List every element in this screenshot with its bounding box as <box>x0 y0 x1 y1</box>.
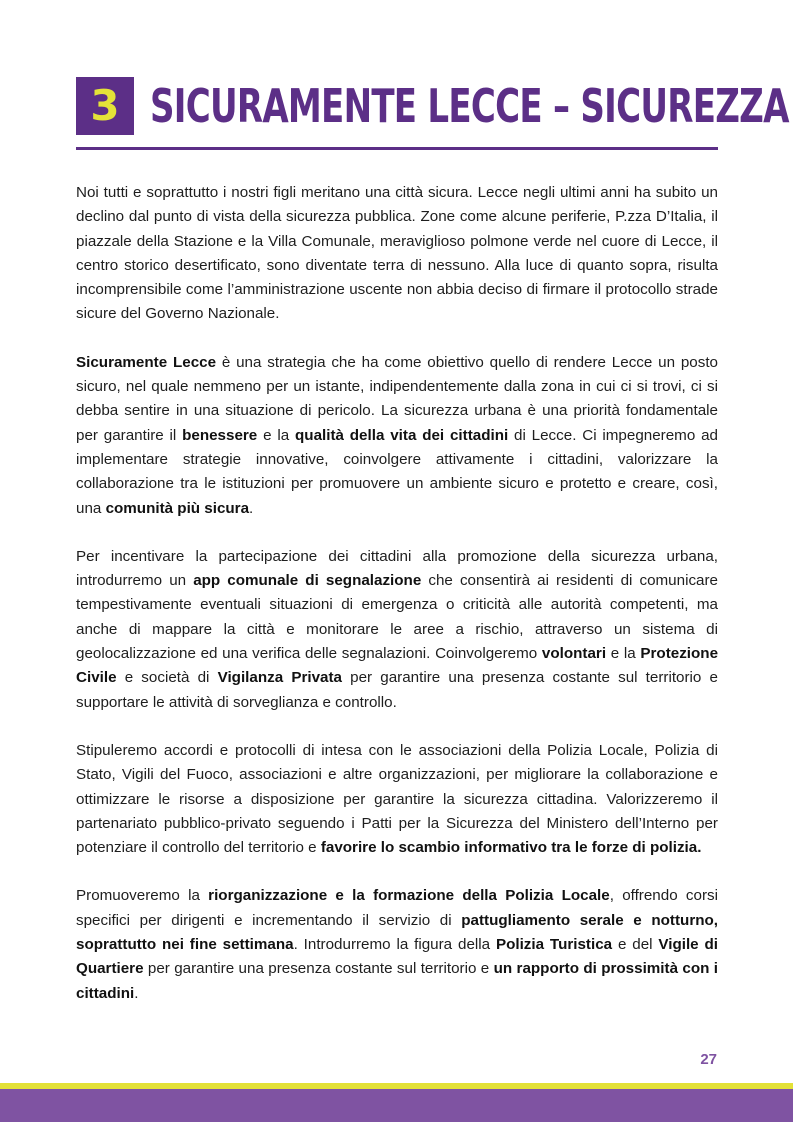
paragraph <box>76 884 718 1005</box>
text-run: per garantire una presenza costante sul territorio e supportare le attività di sorveglianza e controllo. <box>76 669 718 711</box>
bold-text: Vigile di Quartiere <box>76 936 718 978</box>
text-run: e la <box>606 645 641 663</box>
bold-text: pattugliamento serale e notturno, soprattutto nei fine settimana <box>76 911 719 954</box>
section-title: SICURAMENTE LECCE – SICUREZZA <box>150 79 789 133</box>
text-run: che consentirà ai residenti di comunicare tempestivamente eventuali situazioni di emergenza o criticità alle autorità competenti, ma anche di mappare la città e monitorare le aree a rischio, attraverso un sistema di geolocalizzazione ed una verifica delle segnalazioni. Coinvolgeremo <box>76 572 718 663</box>
text-run: è una strategia che ha come obiettivo quello di rendere Lecce un posto sicuro, nel quale nemmeno per un istante, indipendentemente dalla zona in cui ci si trovi, ci si debba sentire in una situazione di pericolo. La sicurezza urbana è una priorità fondamentale per garantire il <box>76 353 718 444</box>
bold-text: Polizia Turistica <box>495 936 613 954</box>
text-run: e del <box>612 936 659 954</box>
paragraph <box>76 181 718 327</box>
text-run: . <box>249 499 254 517</box>
text-run: per garantire una presenza costante sul territorio e <box>143 960 494 978</box>
section-number-badge <box>76 77 134 135</box>
bold-text: Protezione Civile <box>76 645 719 687</box>
page-number: 27 <box>700 1051 717 1068</box>
text-run: . <box>134 984 139 1002</box>
section-header <box>76 77 789 135</box>
bold-text: volontari <box>541 645 607 663</box>
paragraph <box>76 545 718 715</box>
bold-text: app comunale di segnalazione <box>193 572 422 590</box>
text-run: Promuoveremo la <box>76 887 209 905</box>
text-run: Per incentivare la partecipazione dei cittadini alla promozione della sicurezza urbana, introdurremo un <box>76 547 718 590</box>
bold-text: benessere <box>182 426 258 444</box>
bold-text: Vigilanza Privata <box>217 669 342 687</box>
body-text <box>76 181 718 1030</box>
text-run: Stipuleremo accordi e protocolli di intesa con le associazioni della Polizia Locale, Polizia di Stato, Vigili del Fuoco, associazioni e altre organizzazioni, per migliorare la collaborazione e ottimizzare le risorse a disposizione per garantire la sicurezza cittadina. Valorizzeremo il partenariato pubblico-privato seguendo i Patti per la Sicurezza del Ministero dell’Interno per potenziare il controllo del territorio e <box>76 741 718 857</box>
bold-text: favorire lo scambio informativo tra le forze di polizia. <box>320 839 702 857</box>
bold-text: qualità della vita dei cittadini <box>295 426 509 444</box>
bold-text: un rapporto di prossimità con i cittadini <box>76 960 718 1002</box>
paragraph <box>76 351 718 521</box>
paragraph <box>76 739 718 860</box>
footer-band-purple <box>0 1089 793 1122</box>
text-run: di Lecce. Ci impegneremo ad implementare strategie innovative, coinvolgere attivamente i cittadini, valorizzare la collaborazione tra le istituzioni per promuovere un ambiente sicuro e protetto e creare, così, una <box>76 426 718 517</box>
bold-text: Sicuramente Lecce <box>76 353 217 371</box>
text-run: Noi tutti e soprattutto i nostri figli meritano una città sicura. Lecce negli ultimi anni ha subito un declino dal punto di vista della sicurezza pubblica. Zone come alcune periferie, P.zza D’Italia, il piazzale della Stazione e la Villa Comunale, meraviglioso polmone verde nel cuore di Lecce, il centro storico desertificato, sono diventate terra di nessuno. Alla luce di quanto sopra, risulta incomprensibile come l’amministrazione uscente non abbia deciso di firmare il protocollo strade sicure del Governo Nazionale. <box>76 184 718 323</box>
bold-text: riorganizzazione e la formazione della Polizia Locale <box>208 887 610 905</box>
section-number: 3 <box>90 81 120 130</box>
text-run: e la <box>257 426 296 444</box>
title-underline <box>76 147 718 150</box>
text-run: . Introdurremo la figura della <box>293 936 496 954</box>
bold-text: comunità più sicura <box>105 499 250 517</box>
text-run: e società di <box>116 669 218 687</box>
text-run: , offrendo corsi specifici per dirigenti e incrementando il servizio di <box>76 887 718 929</box>
